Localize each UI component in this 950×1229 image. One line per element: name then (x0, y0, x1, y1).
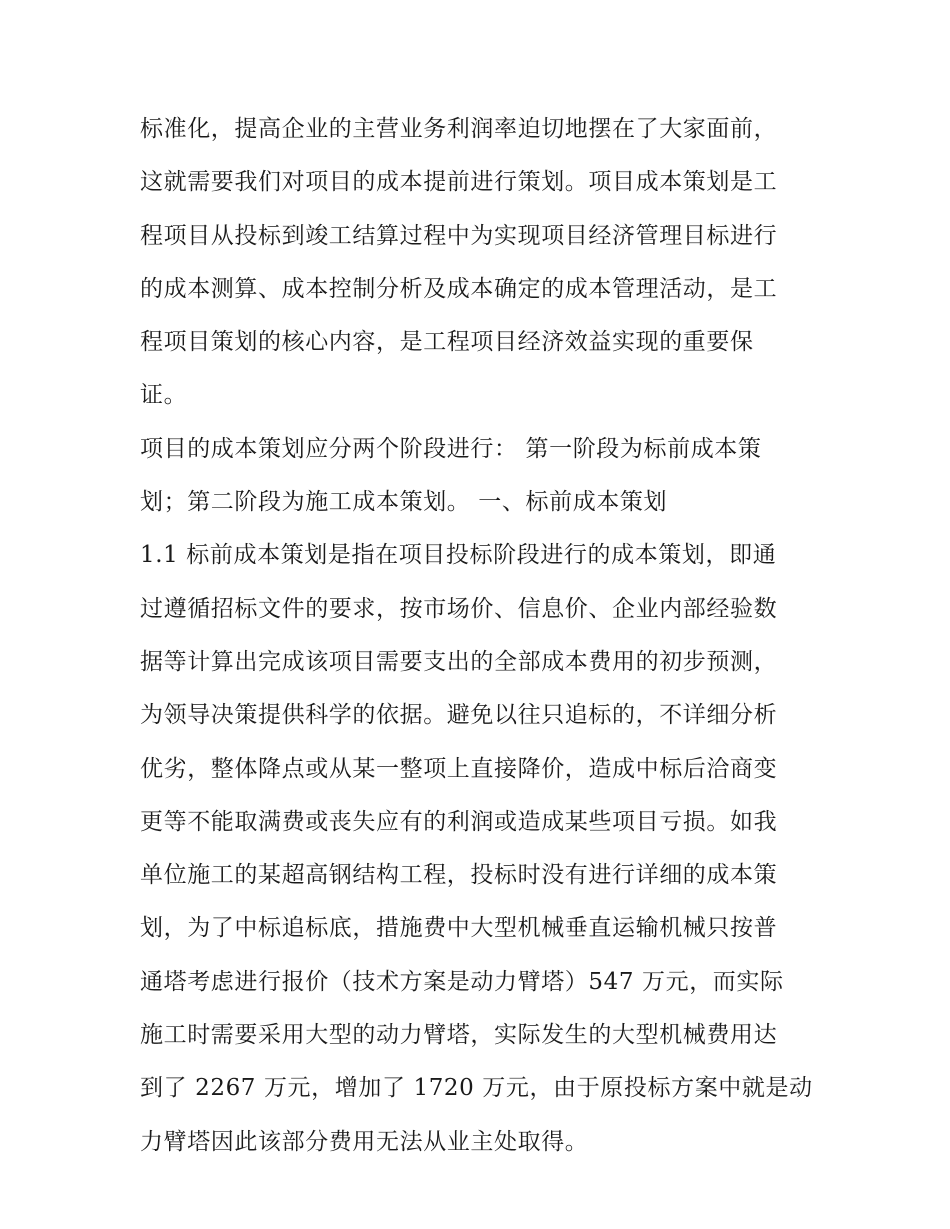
text-line: 标准化，提高企业的主营业务利润率迫切地摆在了大家面前， (140, 116, 778, 142)
text-line: 通塔考虑进行报价（技术方案是动力臂塔）547 万元，而实际 (140, 968, 784, 995)
text-line: 的成本测算、成本控制分析及成本确定的成本管理活动，是工 (140, 275, 778, 302)
text-line: 到了 2267 万元，增加了 1720 万元，由于原投标方案中就是动 (140, 1075, 813, 1102)
text-line: 过遵循招标文件的要求，按市场价、信息价、企业内部经验数 (140, 595, 778, 622)
body-text (140, 103, 820, 1169)
text-line: 为领导决策提供科学的依据。避免以往只追标的，不详细分析 (140, 702, 778, 729)
text-line: 这就需要我们对项目的成本提前进行策划。项目成本策划是工 (140, 169, 778, 196)
text-line: 证。 (140, 382, 188, 409)
text-line: 据等计算出完成该项目需要支出的全部成本费用的初步预测， (140, 648, 778, 675)
text-line: 更等不能取满费或丧失应有的利润或造成某些项目亏损。如我 (140, 808, 778, 835)
text-line: 单位施工的某超高钢结构工程，投标时没有进行详细的成本策 (140, 862, 778, 889)
text-line: 施工时需要采用大型的动力臂塔，实际发生的大型机械费用达 (140, 1022, 778, 1049)
text-line: 项目的成本策划应分两个阶段进行： 第一阶段为标前成本策 (140, 435, 762, 462)
text-line: 划；第二阶段为施工成本策划。 一、标前成本策划 (140, 489, 668, 516)
text-line: 程项目策划的核心内容，是工程项目经济效益实现的重要保 (140, 329, 754, 356)
text-line: 划，为了中标追标底，措施费中大型机械垂直运输机械只按普 (140, 915, 778, 942)
text-line: 程项目从投标到竣工结算过程中为实现项目经济管理目标进行 (140, 222, 778, 249)
text-line: 力臂塔因此该部分费用无法从业主处取得。 (140, 1128, 589, 1155)
text-line: 优劣，整体降点或从某一整项上直接降价，造成中标后洽商变 (140, 755, 778, 782)
text-line: 1.1 标前成本策划是指在项目投标阶段进行的成本策划，即通 (140, 542, 777, 569)
